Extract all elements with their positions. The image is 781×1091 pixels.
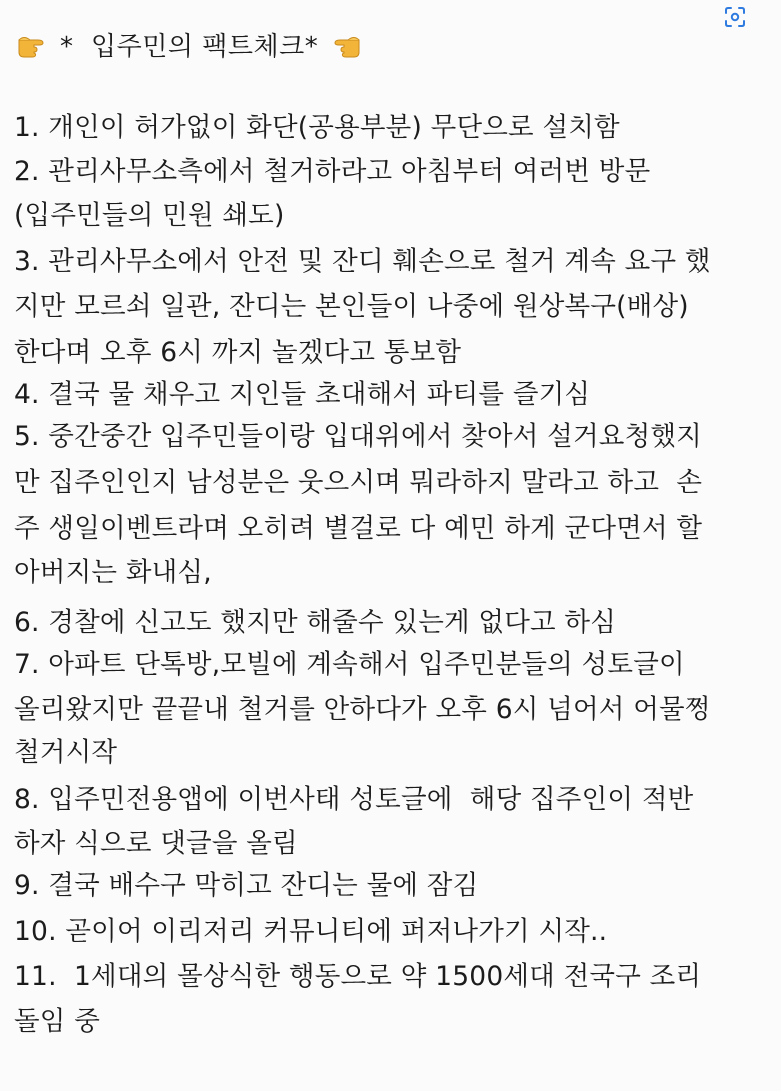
page-title: * 입주민의 팩트체크* [60, 31, 319, 62]
list-item: 10. 곧이어 이리저리 커뮤니티에 퍼저나가기 시작.. [14, 916, 608, 947]
list-item: 주 생일이벤트라며 오히려 별걸로 다 예민 하게 군다면서 할 [14, 513, 703, 544]
list-item: 철거시작 [14, 737, 118, 768]
visual-search-button[interactable] [720, 4, 750, 34]
list-item: 아버지는 화내심, [14, 557, 212, 588]
list-item: 5. 중간중간 입주민들이랑 입대위에서 찾아서 설거요청했지 [14, 421, 702, 452]
list-item: 만 집주인인지 남성분은 웃으시며 뭐라하지 말라고 하고 손 [14, 467, 703, 498]
header [16, 22, 362, 66]
list-item: 돌임 중 [14, 1006, 101, 1037]
list-item: 한다며 오후 6시 까지 놀겠다고 통보함 [14, 337, 462, 368]
list-item: 하자 식으로 댓글을 올림 [14, 828, 298, 859]
pointing-left-hand-icon [326, 26, 362, 62]
list-item: 2. 관리사무소측에서 철거하라고 아침부터 여러번 방문 [14, 156, 651, 187]
list-item: 11. 1세대의 몰상식한 행동으로 약 1500세대 전국구 조리 [14, 961, 702, 992]
list-item: (입주민들의 민원 쇄도) [14, 200, 285, 231]
list-item: 6. 경찰에 신고도 했지만 해줄수 있는게 없다고 하심 [14, 607, 617, 638]
list-item: 9. 결국 배수구 막히고 잔디는 물에 잠김 [14, 870, 479, 901]
pointing-right-hand-icon [16, 26, 52, 62]
list-item: 4. 결국 물 채우고 지인들 초대해서 파티를 즐기심 [14, 379, 591, 410]
visual-search-icon [723, 5, 747, 33]
list-item: 1. 개인이 허가없이 화단(공용부분) 무단으로 설치함 [14, 112, 620, 143]
list-item: 지만 모르쇠 일관, 잔디는 본인들이 나중에 원상복구(배상) [14, 291, 689, 322]
list-item: 올리왔지만 끝끝내 철거를 안하다가 오후 6시 넘어서 어물쩡 [14, 694, 711, 725]
list-item: 8. 입주민전용앱에 이번사태 성토글에 해당 집주인이 적반 [14, 784, 694, 815]
list-item: 7. 아파트 단톡방,모빌에 계속해서 입주민분들의 성토글이 [14, 649, 685, 680]
list-item: 3. 관리사무소에서 안전 및 잔디 훼손으로 철거 계속 요구 했 [14, 246, 711, 277]
